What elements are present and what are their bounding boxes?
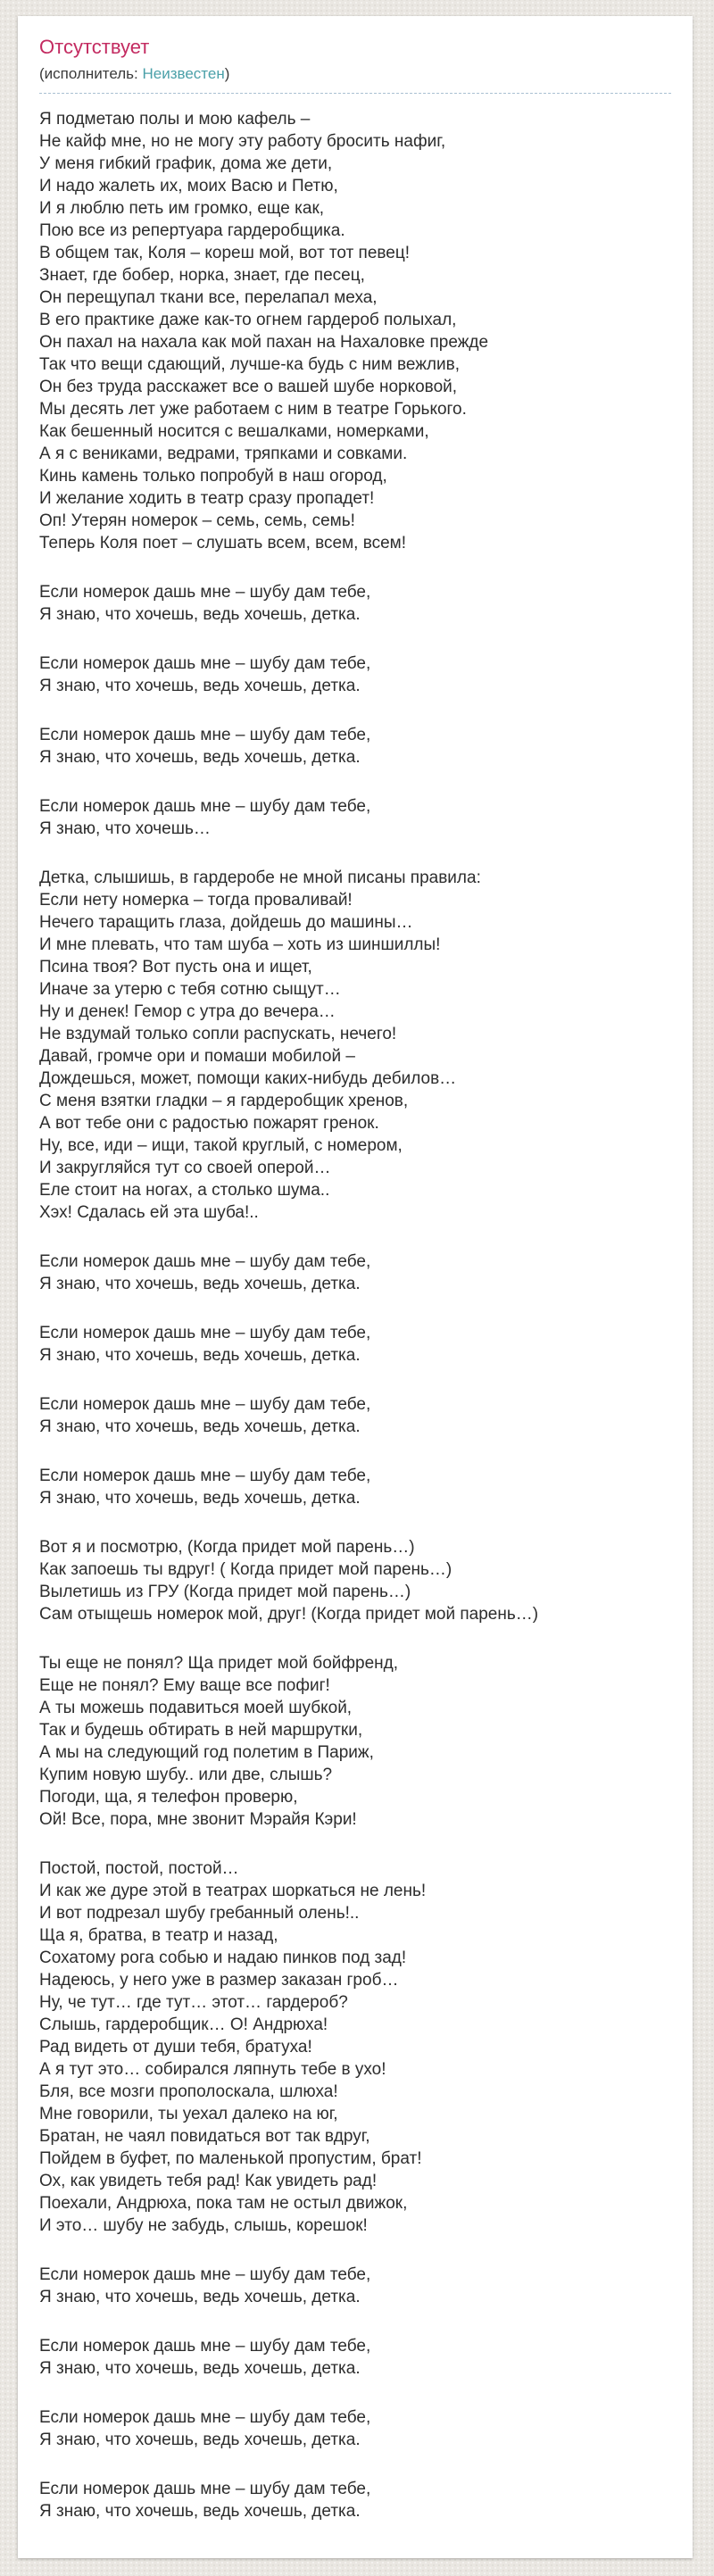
lyrics-line: Поехали, Андрюха, пока там не остыл движок, <box>39 2194 408 2213</box>
lyrics-stanza <box>39 1465 671 1509</box>
lyrics-line: Кинь камень только попробуй в наш огород, <box>39 467 387 486</box>
lyrics-stanza <box>39 652 671 697</box>
lyrics-line: Рад видеть от души тебя, братуха! <box>39 2038 312 2057</box>
lyrics-line: А ты можешь подавиться моей шубкой, <box>39 1699 353 1717</box>
lyrics-line: Если номерок дашь мне – шубу дам тебе, <box>39 654 371 673</box>
lyrics-line: Теперь Коля поет – слушать всем, всем, всем! <box>39 534 406 553</box>
lyrics-line: Как запоешь ты вдруг! ( Когда придет мой парень…) <box>39 1560 452 1579</box>
lyrics-line: Знает, где бобер, норка, знает, где песец, <box>39 266 365 285</box>
lyrics-line: Ой! Все, пора, мне звонит Мэрайя Кэри! <box>39 1810 357 1829</box>
lyrics-line: Братан, не чаял повидаться вот так вдруг, <box>39 2127 370 2146</box>
lyrics-line: Я подметаю полы и мою кафель – <box>39 110 311 129</box>
lyrics-line: Псина твоя? Вот пусть она и ищет, <box>39 958 312 976</box>
lyrics-line: Детка, слышишь, в гардеробе не мной писаны правила: <box>39 868 481 887</box>
lyrics-line: Если номерок дашь мне – шубу дам тебе, <box>39 1395 371 1414</box>
artist-line <box>39 64 671 94</box>
lyrics-line: Постой, постой, постой… <box>39 1859 239 1878</box>
lyrics-line: Так и будешь обтирать в ней маршрутки, <box>39 1721 363 1740</box>
lyrics-line: А я тут это… собирался ляпнуть тебе в ухо! <box>39 2060 386 2079</box>
lyrics-line: Я знаю, что хочешь, ведь хочешь, детка. <box>39 1489 361 1508</box>
lyrics-line: Я знаю, что хочешь, ведь хочешь, детка. <box>39 2502 361 2521</box>
lyrics-line: Я знаю, что хочешь, ведь хочешь, детка. <box>39 2431 361 2449</box>
lyrics-line: Если нету номерка – тогда проваливай! <box>39 891 353 910</box>
lyrics-line: Ну и денек! Гемор с утра до вечера… <box>39 1002 336 1021</box>
lyrics-line: А мы на следующий год полетим в Париж, <box>39 1743 374 1762</box>
lyrics-line: Если номерок дашь мне – шубу дам тебе, <box>39 2337 371 2356</box>
lyrics-line: И мне плевать, что там шуба – хоть из шиншиллы! <box>39 935 441 954</box>
lyrics-line: Мы десять лет уже работаем с ним в театре Горького. <box>39 400 467 419</box>
lyrics-line: И закругляйся тут со своей оперой… <box>39 1159 331 1177</box>
lyrics-line: Ох, как увидеть тебя рад! Как увидеть рад! <box>39 2172 378 2190</box>
lyrics-line: Он перещупал ткани все, перелапал меха, <box>39 288 378 307</box>
lyrics-line: Я знаю, что хочешь, ведь хочешь, детка. <box>39 605 361 624</box>
lyrics-line: Еще не понял? Ему ваще все пофиг! <box>39 1676 330 1695</box>
artist-label-suffix: ) <box>224 65 230 82</box>
lyrics-line: Надеюсь, у него уже в размер заказан гроб… <box>39 1971 399 1990</box>
lyrics-line: Я знаю, что хочешь, ведь хочешь, детка. <box>39 1346 361 1365</box>
lyrics-stanza <box>39 581 671 626</box>
lyrics-stanza <box>39 108 671 554</box>
artist-label-prefix: (исполнитель: <box>39 65 143 82</box>
lyrics-line: Не кайф мне, но не могу эту работу бросить нафиг, <box>39 132 446 151</box>
lyrics-line: Он без труда расскажет все о вашей шубе норковой, <box>39 378 458 396</box>
lyrics-card <box>18 16 693 2558</box>
lyrics-line: Если номерок дашь мне – шубу дам тебе, <box>39 2408 371 2427</box>
artist-link[interactable]: Неизвестен <box>142 65 225 82</box>
lyrics-line: Ща я, братва, в театр и назад, <box>39 1926 278 1945</box>
lyrics-line: И как же дуре этой в театрах шоркаться не лень! <box>39 1882 427 1900</box>
lyrics-line: Я знаю, что хочешь, ведь хочешь, детка. <box>39 2359 361 2378</box>
lyrics-stanza <box>39 1652 671 1831</box>
lyrics-stanza <box>39 795 671 840</box>
lyrics-line: Вот я и посмотрю, (Когда придет мой парень…) <box>39 1538 415 1557</box>
lyrics-line: Ну, все, иди – ищи, такой круглый, с номером, <box>39 1136 403 1155</box>
lyrics-stanza <box>39 2406 671 2451</box>
lyrics-line: Я знаю, что хочешь, ведь хочешь, детка. <box>39 677 361 695</box>
lyrics-stanza <box>39 867 671 1224</box>
lyrics-line: Я знаю, что хочешь, ведь хочешь, детка. <box>39 748 361 767</box>
lyrics-line: Бля, все мозги прополоскала, шлюха! <box>39 2082 338 2101</box>
lyrics-line: Погоди, ща, я телефон проверю, <box>39 1788 298 1807</box>
lyrics-line: Ты еще не понял? Ща придет мой бойфренд, <box>39 1654 398 1673</box>
lyrics-line: Если номерок дашь мне – шубу дам тебе, <box>39 1324 371 1342</box>
song-title: Отсутствует <box>39 36 150 58</box>
lyrics-stanza <box>39 1536 671 1625</box>
lyrics-line: Если номерок дашь мне – шубу дам тебе, <box>39 583 371 602</box>
lyrics-line: Еле стоит на ногах, а столько шума.. <box>39 1181 330 1200</box>
lyrics-line: Если номерок дашь мне – шубу дам тебе, <box>39 726 371 744</box>
lyrics-text <box>39 108 671 2522</box>
lyrics-line: Как бешенный носится с вешалками, номерками, <box>39 422 429 441</box>
lyrics-line: Так что вещи сдающий, лучше-ка будь с ним вежлив, <box>39 355 460 374</box>
lyrics-line: В его практике даже как-то огнем гардероб полыхал, <box>39 311 457 329</box>
lyrics-line: Я знаю, что хочешь, ведь хочешь, детка. <box>39 1417 361 1436</box>
lyrics-line: Не вздумай только сопли распускать, нечего! <box>39 1025 397 1043</box>
lyrics-line: И я люблю петь им громко, еще как, <box>39 199 325 218</box>
lyrics-line: Иначе за утерю с тебя сотню сыщут… <box>39 980 341 999</box>
lyrics-line: С меня взятки гладки – я гардеробщик хренов, <box>39 1092 409 1110</box>
lyrics-line: Вылетишь из ГРУ (Когда придет мой парень…) <box>39 1583 411 1601</box>
lyrics-line: Если номерок дашь мне – шубу дам тебе, <box>39 1467 371 1485</box>
lyrics-line: Если номерок дашь мне – шубу дам тебе, <box>39 1252 371 1271</box>
lyrics-line: Купим новую шубу.. или две, слышь? <box>39 1766 333 1784</box>
lyrics-line: И это… шубу не забудь, слышь, корешок! <box>39 2216 368 2235</box>
lyrics-line: Оп! Утерян номерок – семь, семь, семь! <box>39 511 355 530</box>
lyrics-line: Слышь, гардеробщик… О! Андрюха! <box>39 2015 328 2034</box>
lyrics-line: Ну, че тут… где тут… этот… гардероб? <box>39 1993 348 2012</box>
lyrics-stanza <box>39 1857 671 2237</box>
lyrics-line: Пою все из репертуара гардеробщика. <box>39 221 345 240</box>
lyrics-stanza <box>39 2335 671 2380</box>
lyrics-line: Если номерок дашь мне – шубу дам тебе, <box>39 2480 371 2498</box>
lyrics-line: Он пахал на нахала как мой пахан на Нахаловке прежде <box>39 333 489 352</box>
lyrics-line: И надо жалеть их, моих Васю и Петю, <box>39 177 338 195</box>
lyrics-stanza <box>39 1251 671 1295</box>
lyrics-line: А я с вениками, ведрами, тряпками и совками. <box>39 445 408 463</box>
lyrics-line: Я знаю, что хочешь, ведь хочешь, детка. <box>39 1275 361 1293</box>
lyrics-line: Если номерок дашь мне – шубу дам тебе, <box>39 2265 371 2284</box>
lyrics-line: В общем так, Коля – кореш мой, вот тот певец! <box>39 244 411 262</box>
lyrics-line: Я знаю, что хочешь… <box>39 819 211 838</box>
lyrics-line: Хэх! Сдалась ей эта шуба!.. <box>39 1203 259 1222</box>
lyrics-line: Я знаю, что хочешь, ведь хочешь, детка. <box>39 2288 361 2306</box>
lyrics-line: Дождешься, может, помощи каких-нибудь дебилов… <box>39 1069 457 1088</box>
lyrics-line: И желание ходить в театр сразу пропадет! <box>39 489 375 508</box>
lyrics-line: А вот тебе они с радостью пожарят гренок. <box>39 1114 379 1133</box>
lyrics-stanza <box>39 1393 671 1438</box>
lyrics-line: Давай, громче ори и помаши мобилой – <box>39 1047 355 1066</box>
lyrics-stanza <box>39 724 671 769</box>
lyrics-line: Если номерок дашь мне – шубу дам тебе, <box>39 797 371 816</box>
lyrics-stanza <box>39 2478 671 2522</box>
lyrics-stanza <box>39 2264 671 2308</box>
lyrics-line: У меня гибкий график, дома же дети, <box>39 154 333 173</box>
lyrics-line: Мне говорили, ты уехал далеко на юг, <box>39 2105 338 2123</box>
lyrics-line: Пойдем в буфет, по маленькой пропустим, брат! <box>39 2149 422 2168</box>
lyrics-stanza <box>39 1322 671 1367</box>
lyrics-line: Сам отыщешь номерок мой, друг! (Когда придет мой парень…) <box>39 1605 539 1624</box>
lyrics-line: И вот подрезал шубу гребанный олень!.. <box>39 1904 360 1923</box>
lyrics-line: Сохатому рога собью и надаю пинков под зад! <box>39 1949 407 1967</box>
lyrics-line: Нечего таращить глаза, дойдешь до машины… <box>39 913 413 932</box>
